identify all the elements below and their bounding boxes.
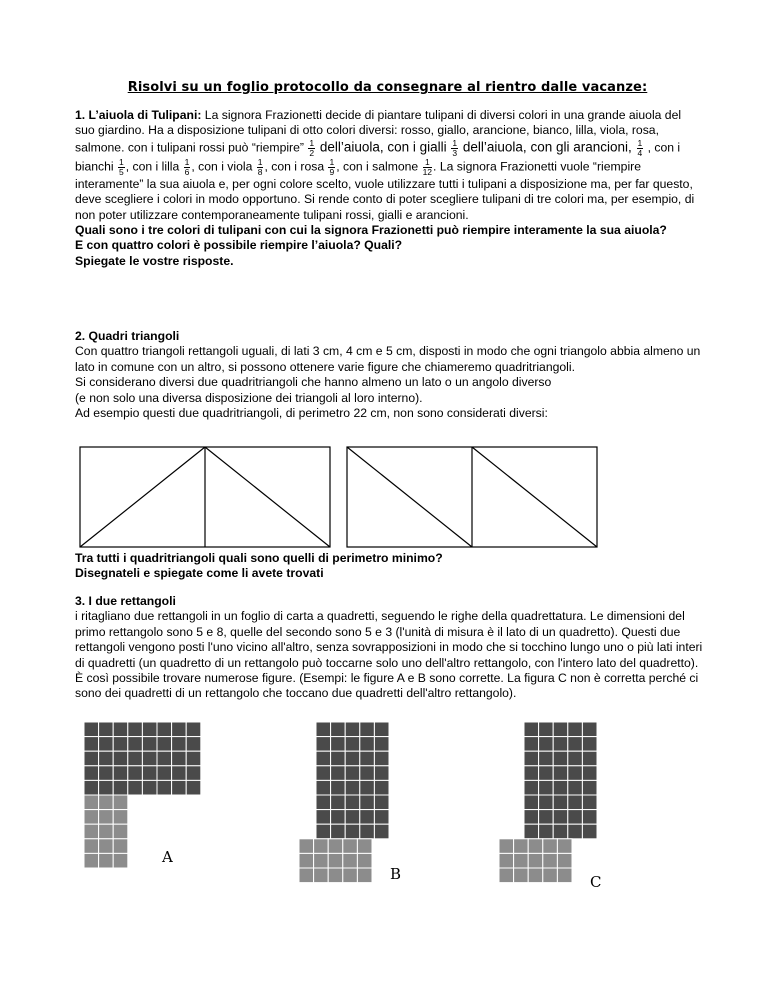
figure-b-cell [328, 868, 343, 883]
figure-b-cell [316, 824, 331, 839]
figure-c-cell [543, 868, 558, 883]
figure-c-cell [539, 722, 554, 737]
figure-c-cell [514, 853, 529, 868]
figure-c-cell [557, 839, 572, 854]
figure-b-cell [374, 751, 389, 766]
figure-b-cell [345, 766, 360, 781]
figure-a-cell [99, 810, 114, 825]
figure-c-cell [499, 839, 514, 854]
figure-c-cell [524, 810, 539, 825]
figure-a-cell [113, 722, 128, 737]
exercise-3-paragraph: i ritagliano due rettangoli in un foglio di carta a quadretti, seguendo le righe della quadrettatura. Le dimensioni del primo rettangolo sono 5 e 8, quelle del secondo sono 5 e 3 (l'unità di misura è il lato di un quadretto). Questi due rettangoli vengono posti l'uno vicino all'altro, senza sovrapposizioni in modo che si tocchino lungo uno o più lati interi di quadretti (un quadretto di un rettangolo può toccarne solo uno dell'altro rettangolo, con l'intero lato del quadretto). È così possibile trovare numerose figure. (Esempi: le figure A e B sono corrette. La figura C non è corretta perché ci sono dei quadretti di un rettangolo che toccano due quadretti dell'altro rettangolo). [75, 609, 703, 701]
figure-a-cell [99, 780, 114, 795]
figure-b-cell [331, 766, 346, 781]
figure-a [84, 722, 201, 868]
figure-c-cell [539, 810, 554, 825]
figure-b-cell [360, 766, 375, 781]
figure-c-cell [582, 824, 597, 839]
figure-c-cell [568, 751, 583, 766]
figure-c-cell [582, 766, 597, 781]
figure-a-cell [99, 853, 114, 868]
figure-c-cell [568, 810, 583, 825]
figure-b-cell [316, 766, 331, 781]
figure-c-cell [553, 824, 568, 839]
figure-b-cell [316, 751, 331, 766]
exercise-1-question-1: Quali sono i tre colori di tulipani con cui la signora Frazionetti può riempire interamente la sua aiuola? [75, 223, 667, 238]
quadritriangle-example-1 [80, 447, 330, 547]
figure-a-cell [84, 737, 99, 752]
figure-c-cell [582, 810, 597, 825]
figure-a-label: A [162, 848, 173, 866]
figure-c-cell [568, 722, 583, 737]
figure-c-cell [568, 780, 583, 795]
figure-c-cell [553, 780, 568, 795]
figure-a-cell [113, 839, 128, 854]
figure-b-cell [316, 722, 331, 737]
exercise-2-question-1: Tra tutti i quadritriangoli quali sono quelli di perimetro minimo? [75, 551, 443, 565]
figure-a-cell [157, 780, 172, 795]
figure-b-cell [357, 868, 372, 883]
exercise-2-paragraph-3: (e non solo una diversa disposizione dei triangoli al loro interno). [75, 390, 423, 405]
figure-a-cell [99, 795, 114, 810]
figure-c-cell [553, 751, 568, 766]
figure-b-cell [299, 853, 314, 868]
figure-c-cell [539, 780, 554, 795]
exercise-1 [75, 108, 703, 269]
figure-a-cell [157, 751, 172, 766]
figure-a-cell [142, 737, 157, 752]
figure-c-label: C [590, 873, 602, 890]
figure-a-cell [99, 839, 114, 854]
exercise-3 [75, 594, 703, 702]
exercise-2-paragraph-4: Ad esempio questi due quadritriangoli, di perimetro 22 cm, non sono considerati diversi: [75, 406, 548, 421]
figure-c-cell [568, 737, 583, 752]
fraction-half: $\frac{1}{2}$ [309, 137, 315, 158]
figure-c-cell [539, 751, 554, 766]
figure-b-cell [360, 810, 375, 825]
fraction-twelfth: $\frac{1}{12}$ [422, 156, 433, 177]
fraction-third: $\frac{1}{3}$ [452, 137, 458, 158]
figure-c-cell [553, 737, 568, 752]
rectangle-figures [0, 720, 768, 890]
figure-c-cell [514, 868, 529, 883]
figure-b-cell [331, 737, 346, 752]
figure-c-cell [524, 751, 539, 766]
figure-b-cell [331, 751, 346, 766]
figure-a-cell [99, 751, 114, 766]
figure-b-cell [345, 780, 360, 795]
exercise-2-paragraph-2: Si considerano diversi due quadritriangoli che hanno almeno un lato o un angolo diverso [75, 375, 552, 390]
figure-a-cell [128, 737, 143, 752]
fraction-sixth: $\frac{1}{6}$ [184, 156, 190, 177]
figure-b-cell [374, 810, 389, 825]
figure-b-cell [299, 839, 314, 854]
page-heading: Risolvi su un foglio protocollo da consegnare al rientro dalle vacanze: [127, 80, 648, 95]
figure-a-cell [128, 766, 143, 781]
figure-b-cell [374, 795, 389, 810]
figure-a-cell [84, 795, 99, 810]
figure-b-cell [316, 810, 331, 825]
figure-a-cell [186, 766, 201, 781]
exercise-2-paragraph-1: Con quattro triangoli rettangoli uguali, di lati 3 cm, 4 cm e 5 cm, disposti in modo che ogni triangolo abbia almeno un lato in comune con un altro, si possono ottenere varie figure che chiameremo quadritriangoli. [75, 344, 701, 374]
figure-c-cell [582, 722, 597, 737]
figure-c-cell [524, 824, 539, 839]
figure-b-cell [374, 766, 389, 781]
figure-c-cell [568, 766, 583, 781]
figure-a-cell [172, 722, 187, 737]
figure-b-cell [314, 868, 329, 883]
fraction-eighth: $\frac{1}{8}$ [257, 156, 263, 177]
fraction-quarter: $\frac{1}{4}$ [637, 137, 643, 158]
exercise-2-title: 2. Quadri triangoli [75, 329, 180, 343]
figure-b-cell [331, 722, 346, 737]
figure-a-cell [99, 824, 114, 839]
figure-a-cell [99, 737, 114, 752]
figure-a-cell [128, 780, 143, 795]
figure-c-cell [539, 766, 554, 781]
figure-c-cell [528, 868, 543, 883]
figure-c-cell [543, 853, 558, 868]
exercise-1-title: 1. L’aiuola di Tulipani: [75, 108, 202, 122]
figure-b-cell [331, 810, 346, 825]
figure-a-cell [172, 780, 187, 795]
figure-c-cell [582, 751, 597, 766]
figure-c-cell [553, 810, 568, 825]
figure-c-cell [553, 795, 568, 810]
figure-a-cell [186, 780, 201, 795]
exercise-3-title: 3. I due rettangoli [75, 594, 176, 608]
figure-a-cell [84, 824, 99, 839]
figure-b-cell [314, 853, 329, 868]
figure-a-cell [128, 751, 143, 766]
exercise-1-question-3: Spiegate le vostre risposte. [75, 253, 234, 268]
figure-b-cell [343, 839, 358, 854]
figure-b-cell [345, 751, 360, 766]
figure-a-cell [113, 737, 128, 752]
figure-b-cell [357, 839, 372, 854]
figure-a-cell [113, 751, 128, 766]
figure-a-cell [157, 766, 172, 781]
figure-c-cell [528, 853, 543, 868]
figure-b-cell [360, 737, 375, 752]
figure-c-cell [553, 722, 568, 737]
figure-b-cell [345, 795, 360, 810]
figure-a-cell [113, 810, 128, 825]
figure-c-cell [524, 780, 539, 795]
figure-b-cell [345, 824, 360, 839]
figure-b-cell [316, 780, 331, 795]
figure-a-cell [84, 853, 99, 868]
fraction-fifth: $\frac{1}{5}$ [119, 156, 124, 177]
figure-b [299, 722, 389, 883]
figure-b-cell [360, 795, 375, 810]
figure-c-cell [582, 780, 597, 795]
figure-c-cell [524, 766, 539, 781]
figure-b-cell [343, 853, 358, 868]
figure-c-cell [568, 824, 583, 839]
quadritriangle-figures [0, 440, 768, 560]
figure-a-cell [157, 722, 172, 737]
figure-b-cell [360, 824, 375, 839]
figure-c-cell [582, 795, 597, 810]
figure-a-cell [99, 722, 114, 737]
figure-b-cell [345, 722, 360, 737]
figure-b-cell [314, 839, 329, 854]
figure-c-cell [553, 766, 568, 781]
figure-a-cell [142, 766, 157, 781]
figure-b-cell [331, 780, 346, 795]
figure-a-cell [172, 766, 187, 781]
figure-c-cell [539, 824, 554, 839]
figure-b-cell [345, 737, 360, 752]
figure-a-cell [186, 737, 201, 752]
figure-b-cell [331, 824, 346, 839]
figure-a-cell [84, 722, 99, 737]
figure-b-cell [299, 868, 314, 883]
exercise-1-text: 1. L’aiuola di Tulipani: La signora Frazionetti decide di piantare tulipani di diversi colori in una grande aiuola del suo giardino. Ha a disposizione tulipani di otto colori diversi: rosso, giallo, arancione, bianco, lilla, viola, rosa, salmone. con i tulipani rossi può “riempire” $\frac{1}{2}$ dell’aiuola, con i gialli $\frac{1}{3}$ dell’aiuola, con gli arancioni, $\frac{1}{4}$ , con i bianchi $\frac{1}{5}$ , con i lilla $\frac{1}{6}$ , con i viola $\frac{1}{8}$ , con i rosa $\frac{1}{9}$ , con i salmone $\frac{1}{12}$ . La signora Frazionetti vuole “riempire interamente” la sua aiuola e, per ogni colore scelto, vuole utilizzare tutti i tulipani a disposizione ma, per far questo, deve scegliere i colori in modo opportuno. Si rende conto di poter scegliere tulipani di tre colori ma, per esempio, di non poter utilizzare contemporaneamente tulipani rossi, gialli e arancioni. [75, 108, 695, 222]
figure-b-cell [343, 868, 358, 883]
figure-c-cell [557, 868, 572, 883]
figure-c-cell [499, 868, 514, 883]
figure-c-cell [524, 795, 539, 810]
figure-a-cell [113, 780, 128, 795]
quadritriangle-example-2 [347, 447, 597, 547]
figure-b-cell [316, 795, 331, 810]
figure-a-cell [84, 751, 99, 766]
figure-c [499, 722, 597, 883]
figure-a-cell [84, 810, 99, 825]
figure-a-cell [84, 839, 99, 854]
figure-a-cell [113, 766, 128, 781]
figure-b-cell [360, 780, 375, 795]
figure-c-cell [543, 839, 558, 854]
figure-c-cell [499, 853, 514, 868]
exercise-1-question-2: E con quattro colori è possibile riempire l’aiuola? Quali? [75, 238, 403, 253]
exercise-2 [75, 329, 703, 421]
figure-b-cell [328, 839, 343, 854]
figure-b-cell [360, 751, 375, 766]
figure-b-cell [374, 780, 389, 795]
figure-b-cell [374, 737, 389, 752]
figure-a-cell [172, 737, 187, 752]
figure-a-cell [84, 766, 99, 781]
figure-c-cell [524, 722, 539, 737]
figure-b-cell [374, 824, 389, 839]
figure-a-cell [186, 751, 201, 766]
fraction-ninth: $\frac{1}{9}$ [329, 156, 335, 177]
figure-c-cell [539, 795, 554, 810]
figure-a-cell [157, 737, 172, 752]
figure-a-cell [186, 722, 201, 737]
figure-c-cell [568, 795, 583, 810]
figure-c-cell [539, 737, 554, 752]
figure-b-cell [357, 853, 372, 868]
figure-a-cell [113, 824, 128, 839]
figure-c-cell [514, 839, 529, 854]
figure-c-cell [557, 853, 572, 868]
figure-c-cell [582, 737, 597, 752]
figure-a-cell [128, 722, 143, 737]
figure-b-cell [345, 810, 360, 825]
figure-b-cell [374, 722, 389, 737]
figure-b-cell [331, 795, 346, 810]
exercise-2-question-2: Disegnateli e spiegate come li avete trovati [75, 566, 324, 581]
figure-b-label: B [390, 865, 402, 883]
figure-c-cell [524, 737, 539, 752]
figure-c-cell [528, 839, 543, 854]
figure-b-cell [360, 722, 375, 737]
figure-a-cell [142, 751, 157, 766]
figure-a-cell [142, 722, 157, 737]
figure-b-cell [328, 853, 343, 868]
figure-a-cell [113, 795, 128, 810]
figure-a-cell [84, 780, 99, 795]
figure-a-cell [142, 780, 157, 795]
figure-a-cell [172, 751, 187, 766]
figure-b-cell [316, 737, 331, 752]
figure-a-cell [99, 766, 114, 781]
figure-a-cell [113, 853, 128, 868]
